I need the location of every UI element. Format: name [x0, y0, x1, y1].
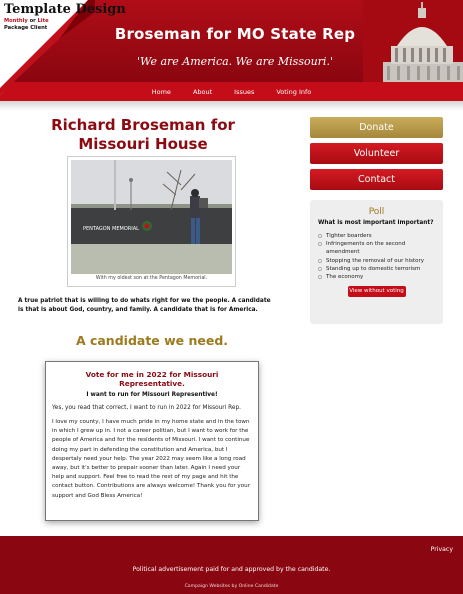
page-title: Richard Broseman for Missouri House	[51, 116, 235, 153]
nav-item-issues[interactable]: Issues	[234, 87, 255, 96]
poll-option-label: Stopping the removal of our history	[326, 257, 424, 264]
card-paragraph-2: I love my county, I have much pride in my home state and in the town in which I grew up in. I not a career politian, but I want to work for the people of America and for the residents of Missouri. I want to continue doing my part in defending the constitution and America, but I despertaly need your help. The year 2022 may seem like a long road away, but it's better to prepair sooner than later. Again I need your help and support. Feel free to read the rest of my page and hit the contact button. Contributions are always welcome! Thank you for your support and God Bless America!	[52, 419, 250, 499]
footer-disclaimer: Political advertisement paid for and approved by the candidate.	[132, 566, 331, 573]
card-paragraph-1: Yes, you read that correct, I want to run in 2022 for Missouri Rep.	[52, 405, 242, 411]
template-corner-subtitle	[4, 18, 126, 31]
template-corner-label	[4, 3, 126, 31]
radio-button[interactable]	[318, 242, 322, 246]
card-subtitle: I want to run for Missouri Representive!	[86, 392, 218, 398]
view-without-voting-button[interactable]: View without voting	[348, 286, 406, 297]
or-label: or	[27, 18, 38, 24]
nav-item-about[interactable]: About	[192, 87, 213, 96]
campaign-message-card	[45, 361, 259, 521]
site-footer	[0, 536, 463, 594]
contact-button[interactable]: Contact	[310, 169, 443, 190]
poll-question: What is most important important?	[318, 220, 434, 226]
photo-caption: With my oldest son at the Pentagon Memorial.	[95, 276, 208, 281]
volunteer-button[interactable]: Volunteer	[310, 143, 443, 164]
site-tagline: 'We are America. We are Missouri.'	[137, 55, 333, 68]
capitol-dome-image	[363, 0, 463, 82]
poll-option[interactable]	[318, 257, 435, 265]
poll-title: Poll	[368, 207, 385, 217]
radio-button[interactable]	[318, 234, 322, 238]
nav-shadow	[0, 101, 463, 111]
radio-button[interactable]	[318, 275, 322, 279]
poll-option[interactable]	[318, 232, 435, 240]
poll-widget	[310, 200, 443, 324]
poll-option-label: Standing up to domestic terrorism	[326, 265, 421, 272]
nav-item-home[interactable]: Home	[151, 87, 171, 96]
poll-option[interactable]	[318, 273, 435, 281]
section-subhead: A candidate we need.	[75, 333, 229, 348]
poll-option[interactable]	[318, 240, 435, 256]
poll-option[interactable]	[318, 265, 435, 273]
lite-label: Lite	[37, 18, 49, 24]
template-corner-title: Template Design	[4, 2, 126, 17]
pentagon-memorial-photo	[67, 156, 236, 287]
intro-text: A true patriot that is willing to do whats right for we the people. A candidate is that is about God, country, and family. A candidate that is for America.	[18, 298, 271, 313]
privacy-link[interactable]: Privacy	[430, 546, 453, 553]
package-client-label: Package Client	[4, 24, 48, 31]
donate-button[interactable]: Donate	[310, 117, 443, 138]
poll-option-label: Tighter boarders	[326, 233, 372, 239]
nav-item-voting-info[interactable]: Voting Info	[276, 87, 312, 96]
radio-button[interactable]	[318, 267, 322, 271]
card-title: Vote for me in 2022 for Missouri Representative.	[85, 370, 219, 388]
site-title[interactable]: Broseman for MO State Rep	[114, 25, 356, 43]
radio-button[interactable]	[318, 259, 322, 263]
memorial-sign-text: PENTAGON MEMORIAL	[83, 226, 139, 232]
poll-options	[318, 232, 435, 281]
monthly-label: Monthly	[4, 18, 28, 24]
poll-option-label: Infringements on the second amendment	[326, 241, 406, 256]
photo-image	[71, 160, 232, 274]
poll-option-label: The economy	[326, 274, 364, 281]
footer-credit-link[interactable]: Campaign Websites by Online Candidate	[184, 584, 279, 589]
